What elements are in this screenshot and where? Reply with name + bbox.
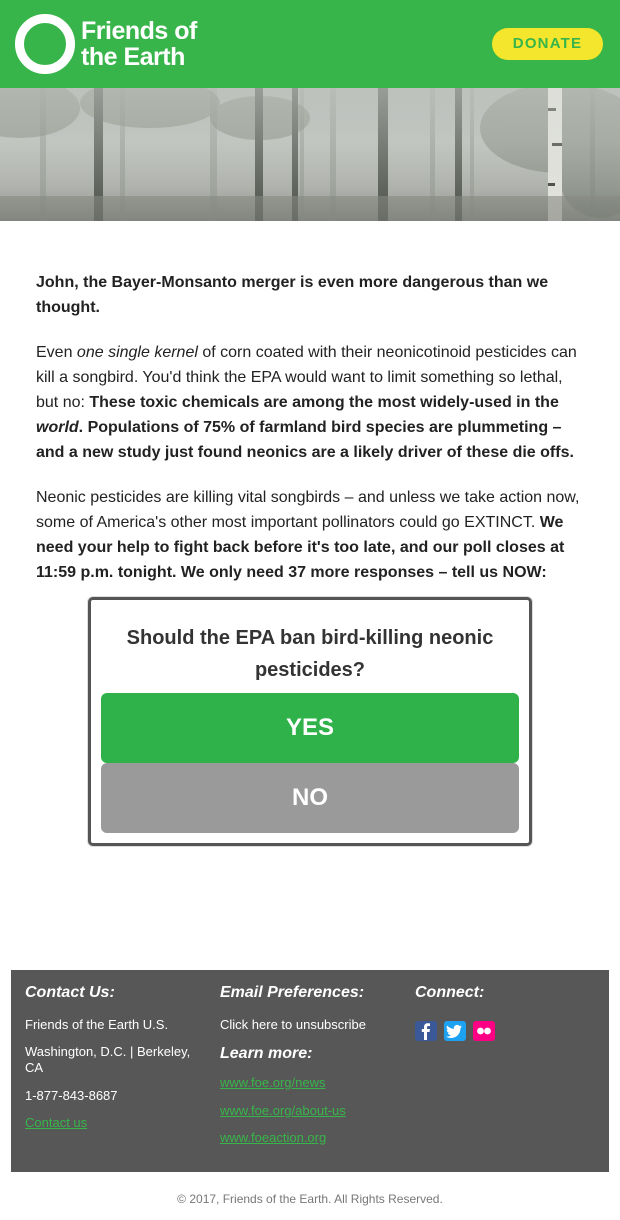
copyright-notice: © 2017, Friends of the Earth. All Rights Reserved. bbox=[177, 1192, 443, 1206]
poll-question: Should the EPA ban bird-killing neonic pesticides? bbox=[126, 627, 494, 681]
intro-paragraph: John, the Bayer-Monsanto merger is even more dangerous than we thought. bbox=[36, 274, 549, 316]
poll-no-button[interactable]: NO bbox=[101, 763, 519, 833]
learn-more-heading: Learn more: bbox=[220, 1045, 313, 1062]
logo-line-2: the Earth bbox=[81, 43, 185, 71]
hero-forest-image bbox=[0, 88, 620, 221]
twitter-icon[interactable] bbox=[444, 1021, 466, 1041]
header bbox=[0, 0, 620, 88]
flickr-icon[interactable] bbox=[473, 1021, 495, 1041]
facebook-icon[interactable] bbox=[415, 1021, 437, 1041]
org-locations: Washington, D.C. | Berkeley, CA bbox=[25, 1044, 191, 1075]
contact-heading: Contact Us: bbox=[25, 984, 115, 1001]
social-icons bbox=[415, 1021, 595, 1043]
news-link[interactable]: www.foe.org/news bbox=[220, 1075, 326, 1090]
footer-preferences-column bbox=[220, 984, 405, 1146]
email-preferences-heading: Email Preferences: bbox=[220, 984, 365, 1001]
org-name: Friends of the Earth U.S. bbox=[25, 1017, 169, 1032]
footer-contact-column bbox=[25, 984, 205, 1131]
about-us-link[interactable]: www.foe.org/about-us bbox=[220, 1103, 346, 1118]
poll-yes-button[interactable]: YES bbox=[101, 693, 519, 763]
poll-box bbox=[88, 597, 532, 846]
connect-heading: Connect: bbox=[415, 984, 485, 1001]
friends-of-the-earth-logo[interactable] bbox=[15, 14, 225, 76]
logo-line-1: Friends of bbox=[81, 17, 197, 45]
unsubscribe-link[interactable]: Click here to unsubscribe bbox=[220, 1017, 366, 1032]
footer-connect-column bbox=[415, 984, 595, 1043]
org-phone: 1-877-843-8687 bbox=[25, 1088, 118, 1103]
foeaction-link[interactable]: www.foeaction.org bbox=[220, 1130, 327, 1145]
contact-us-link[interactable]: Contact us bbox=[25, 1115, 88, 1130]
kernel-paragraph: Even one single kernel of corn coated with their neonicotinoid pesticides can kill a songbird. You'd think the EPA would want to limit something so lethal, but no: These toxic chemicals are among the most widely-used in the world. Populations of 75% of farmland bird species are plummeting – and a new study just found neonics are a likely driver of these die offs. bbox=[36, 344, 577, 461]
forest-illustration bbox=[0, 88, 620, 221]
call-to-action-paragraph: Neonic pesticides are killing vital songbirds – and unless we take action now, some of America's other most important pollinators could go EXTINCT. We need your help to fight back before it's too late, and our poll closes at 11:59 p.m. tonight. We only need 37 more responses – tell us NOW: bbox=[36, 489, 580, 581]
earth-ring-icon bbox=[15, 14, 75, 74]
footer bbox=[11, 970, 609, 1172]
donate-button[interactable]: DONATE bbox=[492, 28, 603, 60]
message-body bbox=[36, 270, 584, 605]
